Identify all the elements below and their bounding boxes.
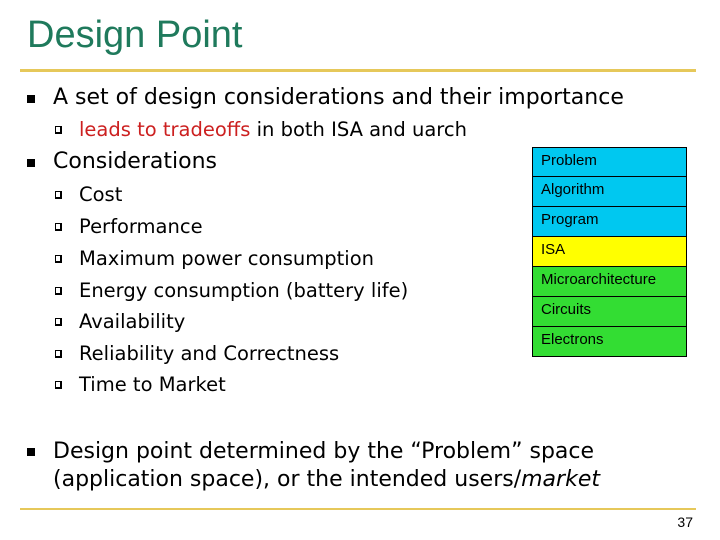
layer-electrons: Electrons — [532, 327, 687, 357]
bullet-marker — [27, 95, 35, 103]
sub-bullet-marker — [55, 126, 62, 134]
sub-bullet-marker — [55, 255, 62, 263]
consideration-item: Time to Market — [79, 373, 226, 396]
layer-microarchitecture: Microarchitecture — [532, 267, 687, 297]
consideration-item: Maximum power consumption — [79, 247, 375, 270]
consideration-item: Cost — [79, 183, 123, 206]
consideration-item: Performance — [79, 215, 203, 238]
sub-bullet-marker — [55, 287, 62, 295]
bullet-text: Considerations — [53, 149, 217, 174]
text-segment: (application space), or the intended users/ — [53, 467, 522, 492]
sub-bullet-marker — [55, 191, 62, 199]
layer-problem: Problem — [532, 147, 687, 177]
footer-divider — [20, 508, 696, 510]
text-continuation: in both ISA and uarch — [250, 118, 467, 141]
highlighted-text: leads to tradeoffs — [79, 118, 251, 141]
title-divider — [20, 69, 696, 72]
bullet-text-line1: Design point determined by the “Problem” space — [53, 439, 595, 464]
consideration-item: Reliability and Correctness — [79, 342, 340, 365]
page-number: 37 — [677, 514, 693, 530]
layer-circuits: Circuits — [532, 297, 687, 327]
layer-program: Program — [532, 207, 687, 237]
consideration-item: Energy consumption (battery life) — [79, 279, 409, 302]
sub-bullet-marker — [55, 350, 62, 358]
layer-algorithm: Algorithm — [532, 177, 687, 207]
bullet-text: A set of design considerations and their importance — [53, 85, 624, 110]
bullet-text-line2 — [53, 469, 600, 491]
slide-title: Design Point — [27, 14, 243, 56]
abstraction-layer-stack — [532, 147, 687, 357]
layer-isa: ISA — [532, 237, 687, 267]
sub-bullet-marker — [55, 223, 62, 231]
sub-bullet-marker — [55, 381, 62, 389]
italic-text: market — [521, 467, 600, 492]
bullet-marker — [27, 448, 35, 456]
bullet-marker — [27, 159, 35, 167]
sub-bullet-marker — [55, 318, 62, 326]
sub-bullet-text — [79, 120, 467, 140]
consideration-item: Availability — [79, 310, 186, 333]
